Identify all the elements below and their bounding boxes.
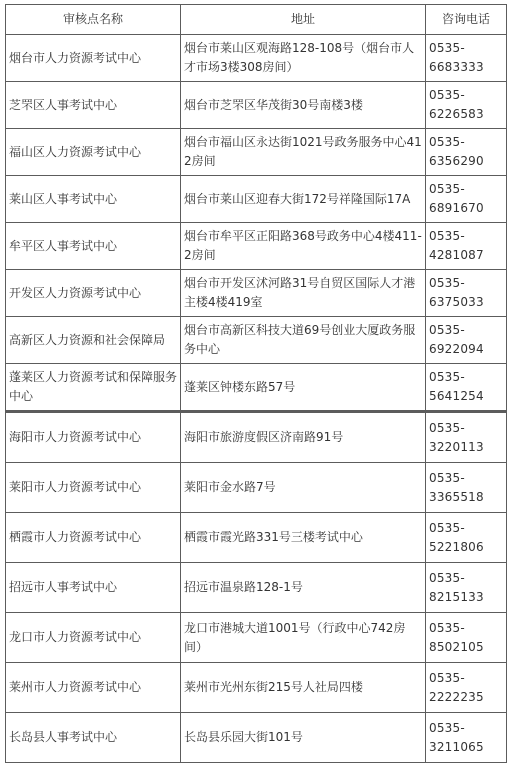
table-row: [6, 223, 507, 270]
center-name: 莱州市人力资源考试中心: [6, 663, 181, 713]
phone-area-code: 0535-: [429, 420, 465, 435]
phone-number: 5641254: [429, 389, 484, 403]
center-name: 福山区人力资源考试中心: [6, 129, 181, 176]
center-name: 招远市人事考试中心: [6, 563, 181, 613]
center-address: 蓬莱区钟楼东路57号: [181, 364, 426, 412]
phone-number: 5221806: [429, 539, 484, 554]
table-row: [6, 713, 507, 763]
phone-area-code: 0535-: [429, 520, 465, 535]
center-phone: [426, 82, 507, 129]
table-row: [6, 82, 507, 129]
table-row: [6, 663, 507, 713]
center-address: 烟台市开发区沭河路31号自贸区国际人才港主楼4楼419室: [181, 270, 426, 317]
header-name: 审核点名称: [6, 5, 181, 35]
phone-number: 2222235: [429, 689, 484, 704]
phone-area-code: 0535-: [429, 470, 465, 485]
center-name: 长岛县人事考试中心: [6, 713, 181, 763]
center-phone: [426, 513, 507, 563]
center-phone: [426, 176, 507, 223]
table-row: [6, 563, 507, 613]
phone-area-code: 0535-: [429, 182, 465, 196]
center-phone: [426, 613, 507, 663]
exam-center-table: [5, 4, 507, 763]
header-phone: 咨询电话: [426, 5, 507, 35]
center-name: 牟平区人事考试中心: [6, 223, 181, 270]
center-address: 烟台市芝罘区华茂街30号南楼3楼: [181, 82, 426, 129]
phone-number: 6922094: [429, 342, 484, 356]
table-row: [6, 412, 507, 463]
center-address: 海阳市旅游度假区济南路91号: [181, 412, 426, 463]
center-address: 烟台市莱山区观海路128-108号（烟台市人才市场3楼308房间）: [181, 35, 426, 82]
center-name: 芝罘区人事考试中心: [6, 82, 181, 129]
phone-area-code: 0535-: [429, 276, 465, 290]
table-row: [6, 270, 507, 317]
table-row: [6, 176, 507, 223]
phone-number: 6891670: [429, 201, 484, 215]
phone-area-code: 0535-: [429, 670, 465, 685]
phone-area-code: 0535-: [429, 323, 465, 337]
center-name: 莱山区人事考试中心: [6, 176, 181, 223]
phone-area-code: 0535-: [429, 229, 465, 243]
phone-number: 3220113: [429, 439, 484, 454]
center-phone: [426, 364, 507, 412]
table-row: [6, 513, 507, 563]
center-phone: [426, 129, 507, 176]
table-row: [6, 613, 507, 663]
phone-number: 6226583: [429, 107, 484, 121]
phone-number: 3365518: [429, 489, 484, 504]
phone-number: 6356290: [429, 154, 484, 168]
phone-area-code: 0535-: [429, 720, 465, 735]
phone-number: 6375033: [429, 295, 484, 309]
center-phone: [426, 663, 507, 713]
center-address: 烟台市莱山区迎春大街172号祥隆国际17A: [181, 176, 426, 223]
center-address: 长岛县乐园大街101号: [181, 713, 426, 763]
phone-area-code: 0535-: [429, 88, 465, 102]
center-phone: [426, 35, 507, 82]
phone-number: 3211065: [429, 739, 484, 754]
table-row: [6, 463, 507, 513]
center-name: 栖霞市人力资源考试中心: [6, 513, 181, 563]
table-row: [6, 129, 507, 176]
center-phone: [426, 463, 507, 513]
table-row: [6, 35, 507, 82]
phone-area-code: 0535-: [429, 41, 465, 55]
center-address: 招远市温泉路128-1号: [181, 563, 426, 613]
center-name: 高新区人力资源和社会保障局: [6, 317, 181, 364]
center-name: 莱阳市人力资源考试中心: [6, 463, 181, 513]
center-address: 烟台市高新区科技大道69号创业大厦政务服务中心: [181, 317, 426, 364]
phone-area-code: 0535-: [429, 370, 465, 384]
center-address: 烟台市福山区永达街1021号政务服务中心412房间: [181, 129, 426, 176]
table-header-row: [6, 5, 507, 35]
phone-number: 8215133: [429, 589, 484, 604]
center-address: 莱州市光州东街215号人社局四楼: [181, 663, 426, 713]
center-phone: [426, 223, 507, 270]
center-name: 蓬莱区人力资源考试和保障服务中心: [6, 364, 181, 412]
header-address: 地址: [181, 5, 426, 35]
table-row: [6, 317, 507, 364]
phone-area-code: 0535-: [429, 620, 465, 635]
center-address: 烟台市牟平区正阳路368号政务中心4楼411-2房间: [181, 223, 426, 270]
center-phone: [426, 563, 507, 613]
center-phone: [426, 412, 507, 463]
phone-area-code: 0535-: [429, 570, 465, 585]
center-name: 龙口市人力资源考试中心: [6, 613, 181, 663]
center-name: 开发区人力资源考试中心: [6, 270, 181, 317]
center-name: 海阳市人力资源考试中心: [6, 412, 181, 463]
table-row: [6, 364, 507, 412]
center-phone: [426, 713, 507, 763]
phone-number: 8502105: [429, 639, 484, 654]
center-phone: [426, 317, 507, 364]
phone-area-code: 0535-: [429, 135, 465, 149]
center-address: 莱阳市金水路7号: [181, 463, 426, 513]
center-address: 栖霞市霞光路331号三楼考试中心: [181, 513, 426, 563]
phone-number: 4281087: [429, 248, 484, 262]
center-name: 烟台市人力资源考试中心: [6, 35, 181, 82]
phone-number: 6683333: [429, 60, 484, 74]
center-address: 龙口市港城大道1001号（行政中心742房间）: [181, 613, 426, 663]
center-phone: [426, 270, 507, 317]
